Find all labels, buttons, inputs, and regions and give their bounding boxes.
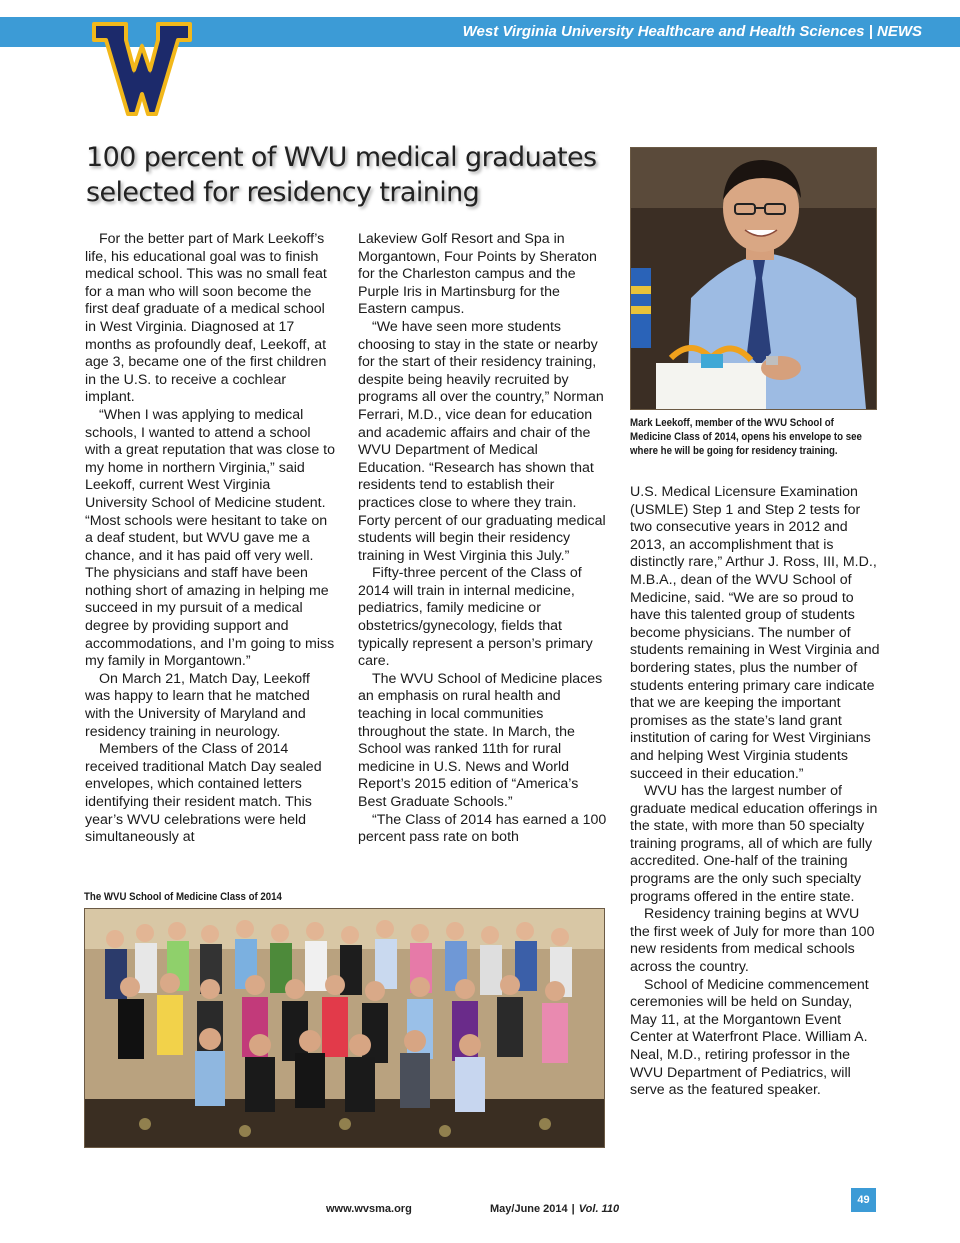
article-column-2: [358, 231, 608, 847]
paragraph: Fifty-three percent of the Class of 2014 will train in internal medicine, pediatrics, family medicine or obstetrics/gynecology, fields that typically represent a person’s primary care.: [358, 565, 593, 670]
page-number: 49: [851, 1188, 876, 1212]
wv-logo-icon: [92, 18, 192, 118]
issue-date: May/June 2014: [490, 1203, 568, 1215]
group-photo-caption: The WVU School of Medicine Class of 2014: [84, 891, 282, 903]
paragraph: “The Class of 2014 has earned a 100 percent pass rate on both: [358, 811, 607, 846]
article-column-3: [630, 484, 880, 1100]
group-photo-illustration: [85, 909, 604, 1147]
leekoff-photo-caption: Mark Leekoff, member of the WVU School of Medicine Class of 2014, opens his envelope to see where he will be going for residency training.: [630, 417, 862, 457]
paragraph: School of Medicine commencement ceremonies will be held on Sunday, May 11, at the Morgantown Event Center at Waterfront Place. William A. Neal, M.D., retiring professor in the WVU Department of Pediatrics, will serve as the featured speaker.: [630, 976, 869, 1099]
leekoff-photo: [630, 147, 877, 410]
headline-line-2: selected for residency training: [86, 177, 480, 208]
paragraph: On March 21, Match Day, Leekoff was happy to learn that he matched with the University of Maryland and residency training in neurology.: [85, 670, 310, 740]
paragraph: “When I was applying to medical schools, I wanted to attend a school with a great reputation that was close to my home in northern Virginia,” said Leekoff, current West Virginia University School of Medicine student. “Most schools were hesitant to take on a deaf student, but WVU gave me a chance, and it has paid off very well. The physicians and staff have been nothing short of amazing in helping me succeed in my pursuit of a medical degree by providing support and accommodations, and I’m going to miss my family in Morgantown.”: [85, 406, 335, 670]
paragraph: U.S. Medical Licensure Examination (USMLE) Step 1 and Step 2 tests for two consecutive years in 2012 and 2013, an accomplishment that is distinctly rare,” Arthur J. Ross, III, M.D., M.B.A., dean of the WVU School of Medicine, said. “We are so proud to have this talented group of students become physicians. The number of students remaining in West Virginia and bordering states, plus the number of students entering primary care indicate that we are keeping the important promises as the state’s land grant institution of caring for West Virginians and helping West Virginia students succeed in their education.”: [630, 484, 880, 782]
class-group-photo: [84, 908, 605, 1148]
paragraph: Residency training begins at WVU the first week of July for more than 100 new residents from medical schools across the country.: [630, 906, 875, 976]
publication-title: West Virginia University Healthcare and Health Sciences | NEWS: [462, 23, 922, 40]
article-column-1: [85, 231, 335, 847]
footer-issue: [490, 1203, 619, 1215]
paragraph: Members of the Class of 2014 received traditional Match Day sealed envelopes, which contained letters identifying their resident match. This year’s WVU celebrations were held simultaneously at: [85, 741, 322, 846]
paragraph: Lakeview Golf Resort and Spa in Morgantown, Four Points by Sheraton for the Charleston campus and the Purple Iris in Martinsburg for the Eastern campus.: [358, 231, 597, 318]
article-headline: [86, 140, 626, 210]
paragraph: WVU has the largest number of graduate medical education offerings in the state, with more than 50 specialty training programs, all of which are fully accredited. One-half of the training programs are the only such specialty programs offered in the entire state.: [630, 783, 878, 905]
volume-number: Vol. 110: [578, 1203, 620, 1215]
paragraph: For the better part of Mark Leekoff’s life, his educational goal was to finish medical school. This was no small feat for a man who will soon become the first deaf graduate of a medical school in West Virginia. Diagnosed at 17 months as profoundly deaf, Leekoff, at age 3, became one of the first children in the U.S. to receive a cochlear implant.: [85, 231, 327, 406]
headline-line-1: 100 percent of WVU medical graduates: [86, 142, 597, 173]
paragraph: “We have seen more students choosing to stay in the state or nearby for the start of their residency training, despite being heavily recruited by programs all over the country,” Norman Ferrari, M.D., vice dean for education and academic affairs and chair of the WVU Department of Medical Education. “Research has shown that residents tend to establish their practices close to where they train. Forty percent of our graduating medical students will begin their residency training in West Virginia this July.”: [358, 318, 606, 564]
issue-separator: |: [571, 1203, 575, 1215]
leekoff-photo-illustration: [631, 148, 876, 409]
footer-website: www.wvsma.org: [326, 1203, 412, 1215]
paragraph: The WVU School of Medicine places an emphasis on rural health and teaching in local communities throughout the state. In March, the School was ranked 11th for rural medicine in U.S. News and World Report’s 2015 edition of “America’s Best Graduate Schools.”: [358, 670, 603, 810]
